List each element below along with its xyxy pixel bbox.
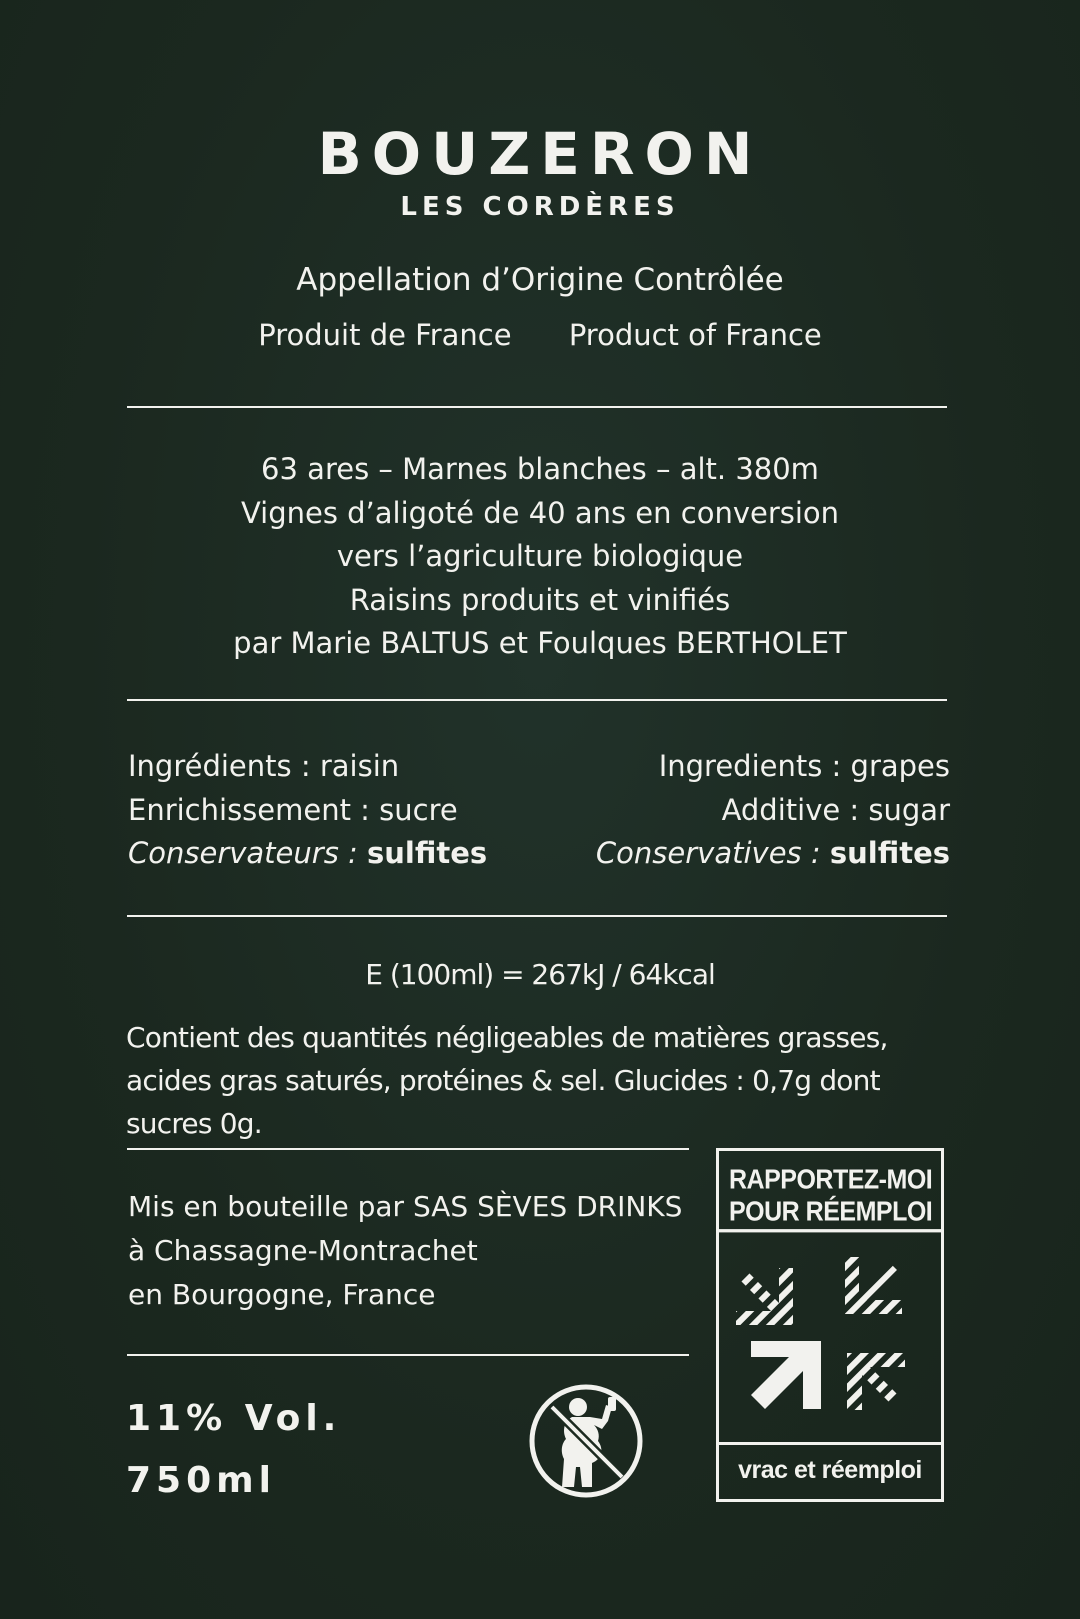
- reuse-badge: [716, 1148, 944, 1502]
- preservatives-en-value: sulfites: [829, 836, 950, 870]
- preservatives-en-label: Conservatives :: [595, 836, 821, 870]
- vineyard-description: [0, 448, 1080, 666]
- volume-info: [126, 1388, 341, 1512]
- origin-line: [0, 318, 1080, 352]
- reuse-header-line: RAPPORTEZ-MOI: [729, 1164, 933, 1195]
- wine-title: BOUZERON: [317, 120, 763, 188]
- description-line: par Marie BALTUS et Foulques BERTHOLET: [233, 626, 847, 660]
- description-line: 63 ares – Marnes blanches – alt. 380m: [261, 452, 819, 486]
- description-line: Raisins produits et vinifiés: [349, 582, 731, 617]
- preservatives-fr-value: sulfites: [367, 836, 488, 870]
- bottling-line: en Bourgogne, France: [128, 1278, 436, 1311]
- additive-en: Additive : sugar: [721, 792, 950, 827]
- divider: [127, 406, 947, 408]
- appellation-text: Appellation d’Origine Contrôlée: [296, 262, 784, 298]
- ingredients-french: [128, 745, 487, 876]
- wine-subtitle: LES CORDÈRES: [400, 192, 680, 222]
- bottling-line: à Chassagne-Montrachet: [128, 1234, 478, 1267]
- divider: [127, 1354, 689, 1356]
- description-line: vers l’agriculture biologique: [336, 539, 744, 573]
- divider: [127, 915, 947, 917]
- reuse-footer: vrac et réemploi: [719, 1442, 941, 1499]
- bottle-size: 750ml: [126, 1460, 276, 1501]
- ingredients-english: [596, 745, 950, 876]
- reuse-header-line: POUR RÉEMPLOI: [729, 1196, 933, 1227]
- reuse-header: [719, 1151, 941, 1232]
- nutrition-text: Contient des quantités négligeables de matières grasses, acides gras saturés, protéines & sel. Glucides : 0,7g dont sucres 0g.: [126, 1021, 888, 1140]
- origin-en: Product of France: [568, 318, 822, 352]
- ingredients-en: Ingredients : grapes: [658, 749, 950, 783]
- preservatives-en: [596, 832, 950, 876]
- ingredients-fr: Ingrédients : raisin: [128, 749, 400, 783]
- reuse-arrows-icon: [733, 1241, 927, 1435]
- alcohol-volume: 11% Vol.: [126, 1398, 342, 1439]
- enrichment-fr: Enrichissement : sucre: [128, 792, 458, 827]
- divider: [127, 699, 947, 701]
- preservatives-fr-label: Conservateurs :: [128, 836, 358, 870]
- bottling-info: [128, 1185, 682, 1317]
- divider: [127, 1148, 689, 1150]
- energy-value: E (100ml) = 267kJ / 64kcal: [365, 958, 715, 991]
- preservatives-fr: [128, 832, 487, 876]
- no-pregnant-alcohol-icon: [528, 1383, 644, 1499]
- bottling-line: Mis en bouteille par SAS SÈVES DRINKS: [128, 1190, 683, 1223]
- description-line: Vignes d’aligoté de 40 ans en conversion: [240, 495, 840, 530]
- origin-fr: Produit de France: [258, 318, 512, 352]
